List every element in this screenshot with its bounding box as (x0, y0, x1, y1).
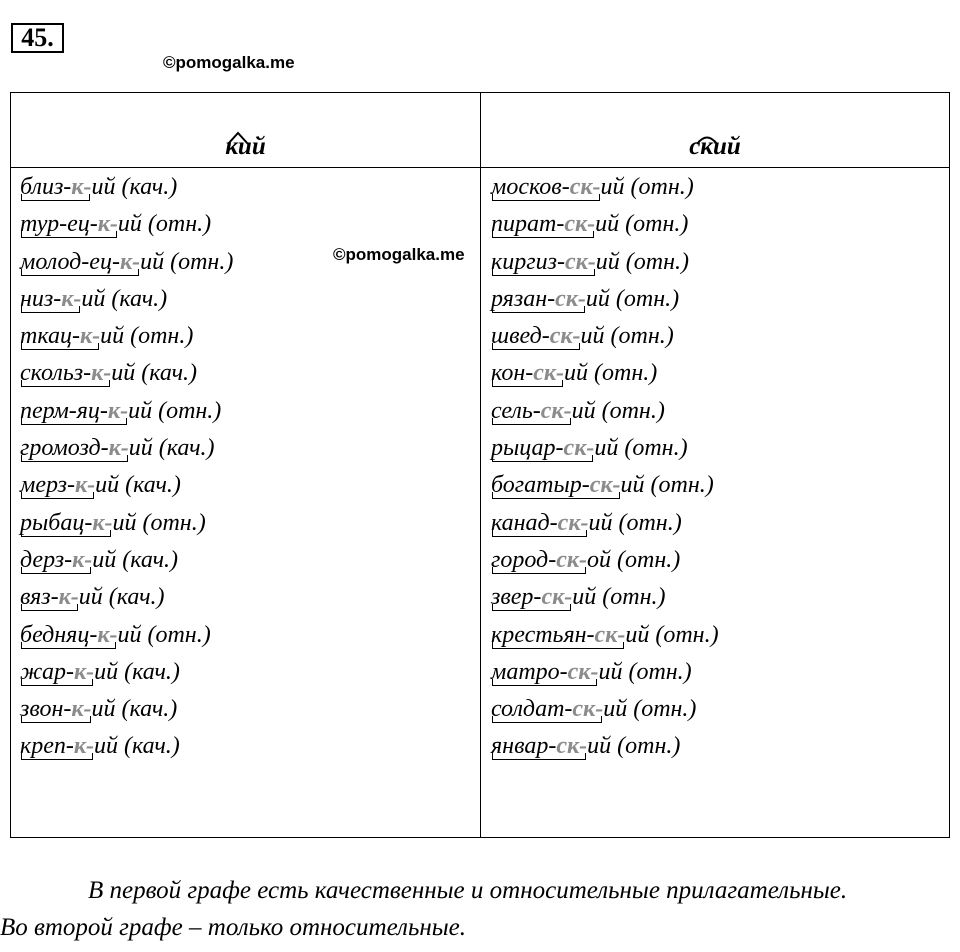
word-stem: тур-ец-к- (20, 208, 118, 240)
word-item: солдат-ск-ий (отн.) (491, 693, 719, 730)
left-word-list (20, 171, 233, 768)
word-item: мерз-к-ий (кач.) (20, 469, 233, 506)
word-item: швед-ск-ий (отн.) (491, 320, 719, 357)
word-item: близ-к-ий (кач.) (20, 171, 233, 208)
word-stem: сель-ск- (491, 395, 572, 427)
word-item: ткац-к-ий (отн.) (20, 320, 233, 357)
suffix-highlight: к- (75, 472, 96, 499)
word-item: дерз-к-ий (кач.) (20, 544, 233, 581)
conclusion-line-1: В первой графе есть качественные и относительные прилагательные. (88, 877, 848, 904)
column-divider (480, 93, 481, 837)
suffix-highlight: к- (73, 733, 95, 760)
word-item: рыбац-к-ий (отн.) (20, 507, 233, 544)
suffix-highlight: ск- (549, 323, 581, 350)
word-stem: швед-ск- (491, 320, 581, 352)
word-item: канад-ск-ий (отн.) (491, 507, 719, 544)
word-item: город-ск-ой (отн.) (491, 544, 719, 581)
word-stem: богатыр-ск- (491, 469, 621, 501)
word-stem: перм-яц-к- (20, 395, 128, 427)
suffix-table (10, 92, 950, 838)
suffix-highlight: к- (79, 323, 101, 350)
suffix-highlight: ск- (563, 435, 595, 462)
suffix-highlight: к- (58, 584, 79, 611)
header-divider (11, 167, 949, 168)
suffix-highlight: ск- (567, 658, 599, 685)
suffix-arc-icon (695, 131, 719, 145)
suffix-highlight: ск- (556, 546, 587, 573)
right-header-text: ский (689, 133, 741, 160)
word-stem: громозд-к- (20, 432, 129, 464)
word-item: звер-ск-ий (отн.) (491, 581, 719, 618)
conclusion-text (0, 872, 960, 946)
watermark-middle: ©pomogalka.me (333, 245, 465, 264)
word-item: громозд-к-ий (кач.) (20, 432, 233, 469)
word-item: креп-к-ий (кач.) (20, 730, 233, 767)
word-stem: звер-ск- (491, 581, 572, 613)
suffix-highlight: ск- (564, 248, 596, 275)
word-stem: креп-к- (20, 730, 94, 762)
word-stem: рязан-ск- (491, 283, 586, 315)
word-stem: матро-ск- (491, 656, 598, 688)
suffix-arc-icon (226, 131, 250, 145)
suffix-highlight: к- (72, 546, 93, 573)
suffix-highlight: ск- (569, 174, 601, 200)
word-stem: киргиз-ск- (491, 246, 596, 278)
suffix-highlight: к- (71, 696, 92, 723)
suffix-highlight: к- (119, 248, 141, 275)
suffix-highlight: ск- (555, 285, 586, 312)
suffix-highlight: ск- (589, 472, 621, 499)
word-item: сель-ск-ий (отн.) (491, 395, 719, 432)
suffix-highlight: ск- (572, 696, 604, 723)
suffix-highlight: ск- (556, 733, 588, 760)
suffix-highlight: ск- (594, 621, 626, 648)
suffix-highlight: ск- (533, 360, 565, 387)
word-item: молод-ец-к-ий (отн.) (20, 246, 233, 283)
word-stem: вяз-к- (20, 581, 79, 613)
word-item: крестьян-ск-ий (отн.) (491, 619, 719, 656)
suffix-highlight: ск- (557, 509, 589, 536)
suffix-highlight: ск- (540, 397, 572, 424)
right-word-list (491, 171, 719, 768)
word-stem: дерз-к- (20, 544, 92, 576)
word-stem: январ-ск- (491, 730, 587, 762)
word-item: скольз-к-ий (кач.) (20, 357, 233, 394)
word-item: тур-ец-к-ий (отн.) (20, 208, 233, 245)
conclusion-line-2: Во второй графе – только относительные. (0, 914, 467, 941)
left-header-text: кий (225, 133, 266, 160)
word-stem: рыбац-к- (20, 507, 112, 539)
word-item: рыцар-ск-ий (отн.) (491, 432, 719, 469)
word-stem: москов-ск- (491, 171, 601, 203)
suffix-highlight: к- (97, 621, 118, 648)
word-item: матро-ск-ий (отн.) (491, 656, 719, 693)
word-item: богатыр-ск-ий (отн.) (491, 469, 719, 506)
word-stem: пират-ск- (491, 208, 595, 240)
suffix-highlight: к- (71, 174, 92, 200)
word-item: рязан-ск-ий (отн.) (491, 283, 719, 320)
word-item: бедняц-к-ий (отн.) (20, 619, 233, 656)
word-item: москов-ск-ий (отн.) (491, 171, 719, 208)
suffix-highlight: к- (92, 509, 113, 536)
word-stem: бедняц-к- (20, 619, 117, 651)
word-stem: крестьян-ск- (491, 619, 625, 651)
word-stem: звон-к- (20, 693, 92, 725)
left-column-header (11, 129, 480, 165)
word-item: киргиз-ск-ий (отн.) (491, 246, 719, 283)
word-item: пират-ск-ий (отн.) (491, 208, 719, 245)
word-item: перм-яц-к-ий (отн.) (20, 395, 233, 432)
word-stem: рыцар-ск- (491, 432, 594, 464)
right-column-header (481, 129, 949, 165)
word-stem: солдат-ск- (491, 693, 603, 725)
word-stem: ткац-к- (20, 320, 100, 352)
word-stem: кон-ск- (491, 357, 564, 389)
suffix-highlight: ск- (541, 584, 573, 611)
word-item: январ-ск-ий (отн.) (491, 730, 719, 767)
word-item: жар-к-ий (кач.) (20, 656, 233, 693)
word-item: кон-ск-ий (отн.) (491, 357, 719, 394)
word-stem: канад-ск- (491, 507, 588, 539)
word-item: низ-к-ий (кач.) (20, 283, 233, 320)
suffix-highlight: к- (91, 360, 112, 387)
word-stem: город-ск- (491, 544, 587, 576)
word-item: звон-к-ий (кач.) (20, 693, 233, 730)
word-stem: жар-к- (20, 656, 94, 688)
suffix-highlight: к- (97, 211, 118, 238)
watermark-top: ©pomogalka.me (163, 53, 295, 72)
word-item: вяз-к-ий (кач.) (20, 581, 233, 618)
suffix-highlight: к- (61, 285, 82, 312)
suffix-highlight: к- (74, 658, 95, 685)
word-stem: мерз-к- (20, 469, 95, 501)
word-stem: скольз-к- (20, 357, 111, 389)
task-number: 45. (11, 23, 64, 53)
suffix-highlight: к- (107, 397, 129, 424)
suffix-highlight: ск- (564, 211, 596, 238)
suffix-highlight: к- (108, 435, 129, 462)
word-stem: молод-ец-к- (20, 246, 140, 278)
word-stem: низ-к- (20, 283, 81, 315)
word-stem: близ-к- (20, 171, 91, 203)
